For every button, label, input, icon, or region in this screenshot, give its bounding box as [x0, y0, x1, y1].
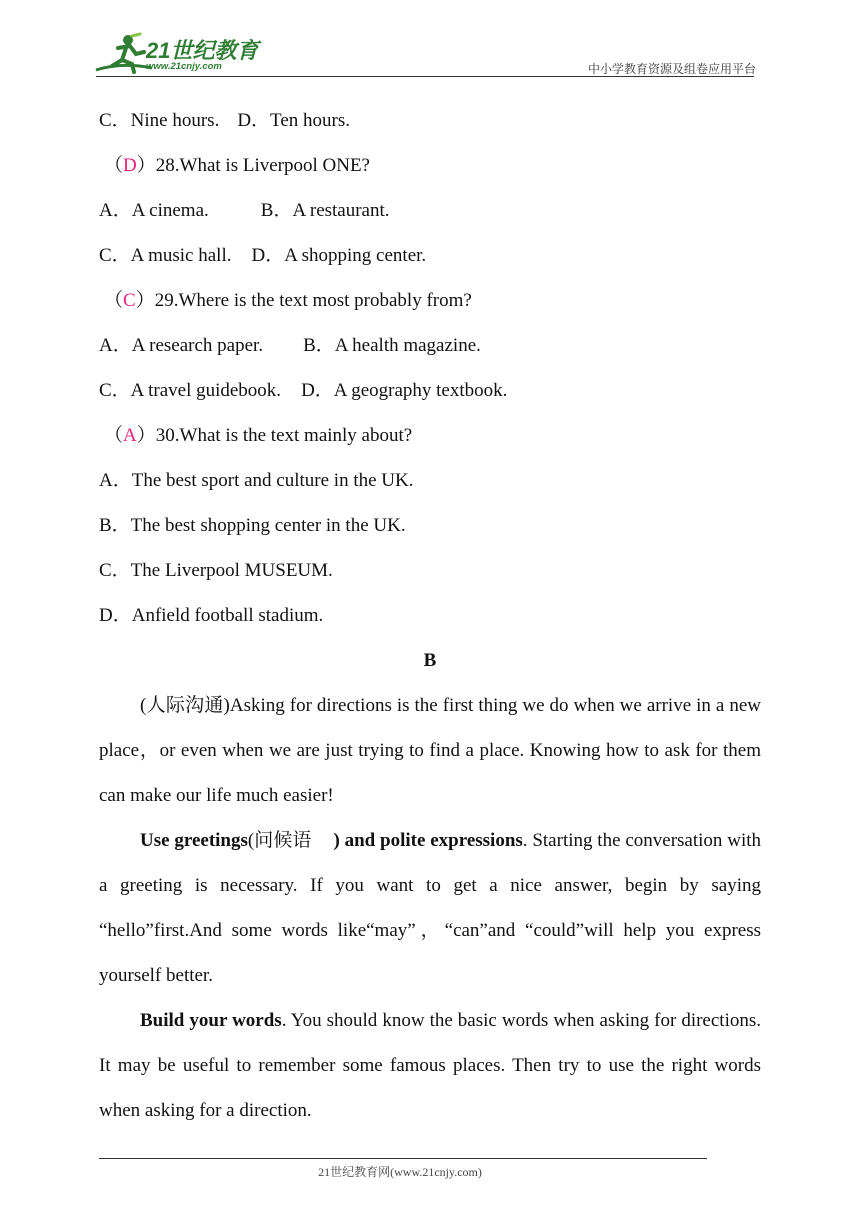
answer-29: C — [123, 290, 136, 311]
q29-options-cd — [99, 379, 507, 403]
q28-options-cd — [99, 244, 426, 268]
bold-phrase: Build your words — [140, 1010, 282, 1031]
option-c: C．A travel guidebook. — [99, 380, 282, 401]
question-29 — [104, 289, 472, 313]
option-d: D．A shopping center. — [251, 245, 427, 266]
paren-close: ） — [135, 290, 155, 311]
chinese-note: (问候语 — [247, 830, 312, 851]
page-header — [0, 0, 860, 80]
logo-text: 21世纪教育 — [146, 38, 259, 63]
paragraph-2 — [99, 818, 761, 998]
footer-text: 21世纪教育网(www.21cnjy.com) — [318, 1165, 482, 1179]
paragraph-text: . You should know the basic words when asking for directions. It may be useful to remember some famous places. Then try to use the right words when asking for a direction. — [99, 1010, 762, 1121]
header-platform-text: 中小学教育资源及组卷应用平台 — [587, 62, 756, 76]
question-text: 29.Where is the text most probably from? — [154, 290, 472, 311]
answer-28: D — [123, 155, 137, 176]
q30-option-b: B．The best shopping center in the UK. — [99, 515, 406, 536]
paragraph-3 — [99, 998, 761, 1133]
option-c: C．A music hall. — [99, 245, 232, 266]
question-text: 28.What is Liverpool ONE? — [155, 155, 370, 176]
q30-option-c: C．The Liverpool MUSEUM. — [99, 560, 333, 581]
question-28 — [104, 154, 370, 178]
bold-phrase: Use greetings — [140, 830, 248, 851]
section-heading: B — [423, 650, 437, 671]
paren-open: （ — [104, 155, 124, 176]
footer-divider — [99, 1158, 707, 1159]
answer-30: A — [123, 425, 137, 446]
question-text: 30.What is the text mainly about? — [155, 425, 413, 446]
paren-close: ） — [136, 425, 156, 446]
option-a: A．A research paper. — [99, 335, 264, 356]
option-a: A．A cinema. — [99, 200, 209, 221]
q27-options-cd — [99, 109, 350, 133]
option-d: D．A geography textbook. — [301, 380, 508, 401]
question-30 — [104, 424, 412, 448]
option-c: C．Nine hours. — [99, 110, 220, 131]
paren-close: ） — [136, 155, 156, 176]
header-divider — [96, 76, 754, 77]
q30-option-a: A．The best sport and culture in the UK. — [99, 470, 414, 491]
logo-url: www.21cnjy.com — [146, 61, 222, 72]
paragraph-text: . Starting the conversation with a greeting is necessary. If you want to get a nice answer, begin by saying “hello”first.And some words like“may”，“can”and “could”will help you express yourself better. — [99, 830, 761, 986]
option-b: B．A restaurant. — [260, 200, 390, 221]
option-b: B．A health magazine. — [303, 335, 481, 356]
q30-option-d: D．Anfield football stadium. — [99, 605, 324, 626]
q29-options-ab — [99, 334, 481, 358]
paragraph-1: (人际沟通)Asking for directions is the first thing we do when we arrive in a new place，or even when we are just trying to find a place. Knowing how to ask for them can make our life much easier! — [99, 695, 761, 806]
q28-options-ab — [99, 199, 390, 223]
paren-open: （ — [104, 425, 124, 446]
bold-phrase: ) and polite expressions — [333, 830, 523, 851]
paren-open: （ — [104, 290, 124, 311]
option-d: D．Ten hours. — [237, 110, 350, 131]
